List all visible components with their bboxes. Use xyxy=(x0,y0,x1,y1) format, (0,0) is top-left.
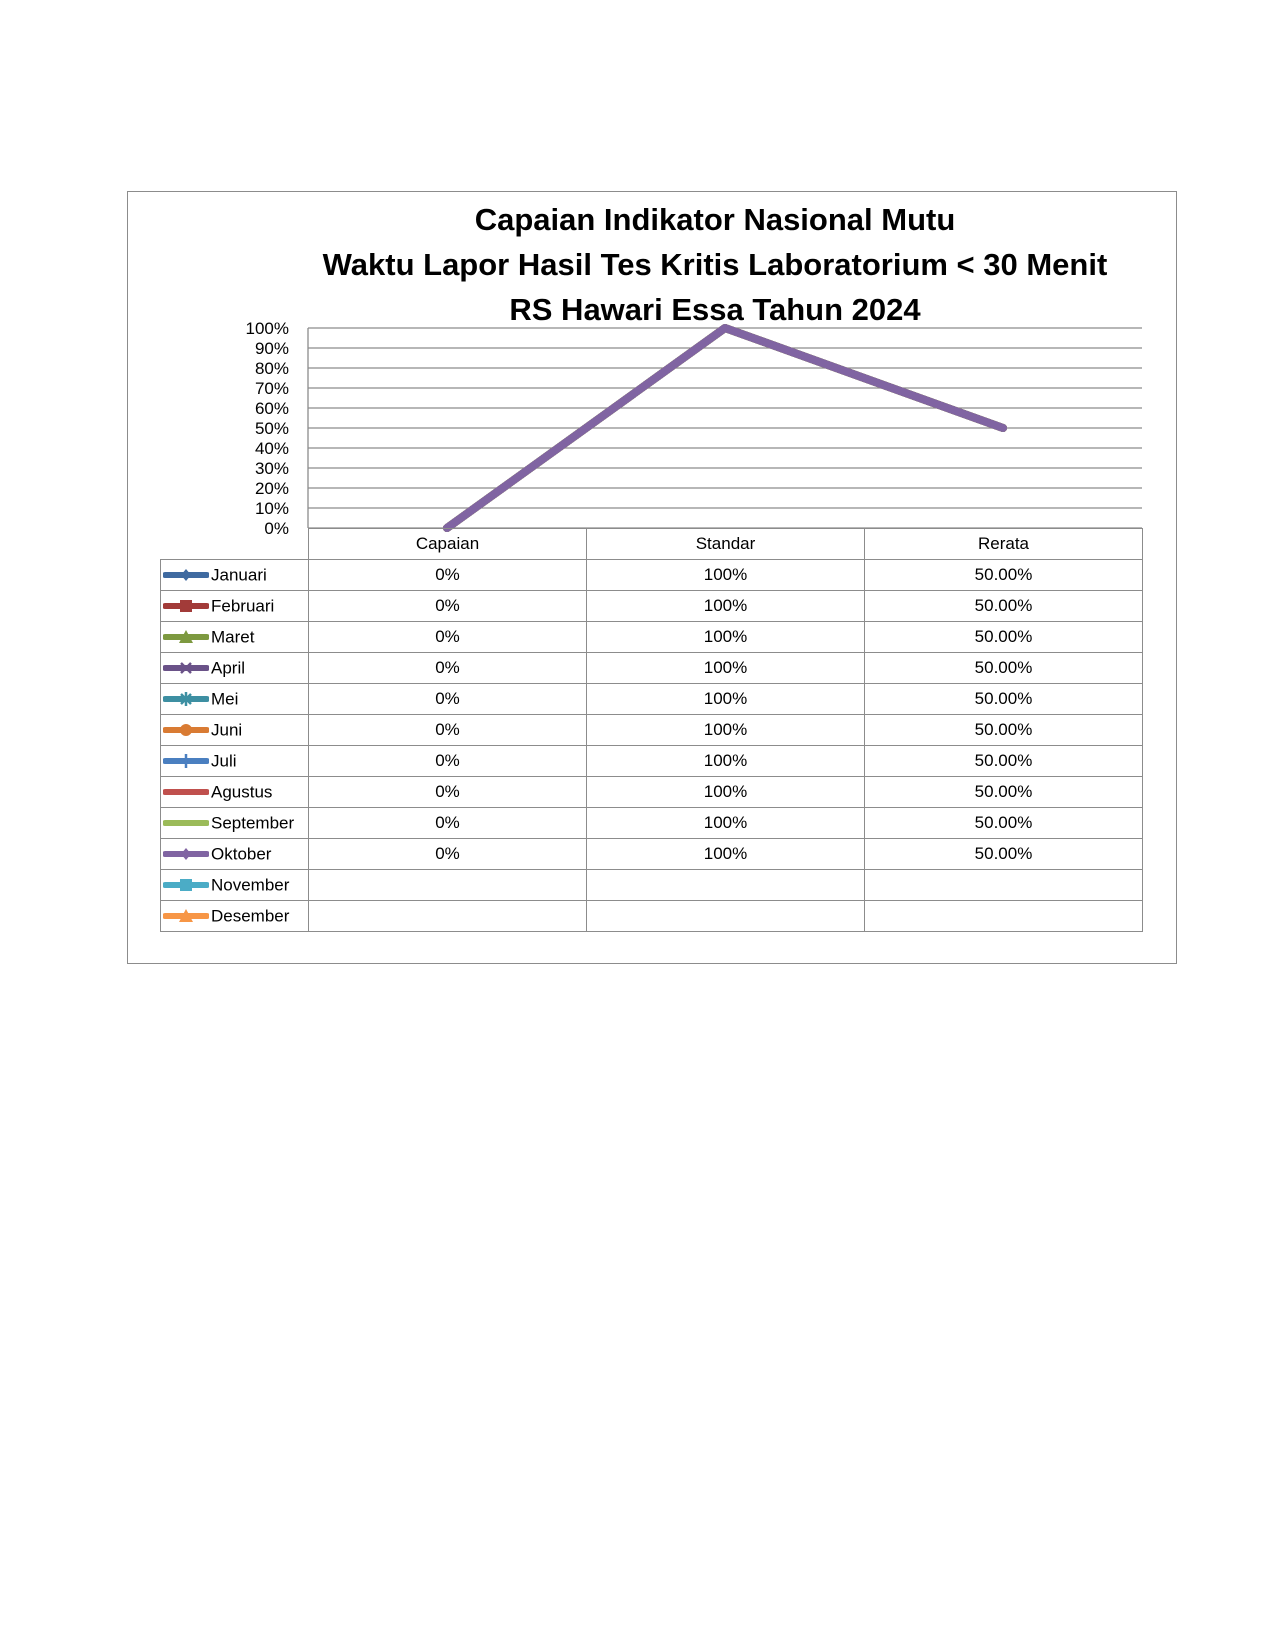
data-label: 100% xyxy=(587,808,865,839)
data-label: 50.00% xyxy=(865,808,1143,839)
legend-entry xyxy=(161,746,309,777)
data-label: 100% xyxy=(587,715,865,746)
legend-key-april xyxy=(163,660,209,676)
legend-label: Juni xyxy=(211,720,243,740)
data-label: 50.00% xyxy=(865,560,1143,591)
table-row xyxy=(161,901,1143,932)
legend-label: Januari xyxy=(211,565,267,585)
legend-entry xyxy=(161,684,309,715)
legend-entry xyxy=(161,870,309,901)
y-tick-label: 80% xyxy=(254,359,289,378)
y-tick-label: 60% xyxy=(254,399,289,418)
chart-title-line-1: Capaian Indikator Nasional Mutu xyxy=(474,202,956,237)
legend-label: Februari xyxy=(211,596,275,616)
data-label: 100% xyxy=(587,560,865,591)
legend-key-juni xyxy=(163,722,209,738)
legend-key-februari xyxy=(163,598,209,614)
category-label-capaian: Capaian xyxy=(309,529,587,560)
data-label: 100% xyxy=(587,839,865,870)
data-label: 0% xyxy=(309,746,587,777)
y-tick-label: 100% xyxy=(245,319,289,338)
data-label xyxy=(587,870,865,901)
table-row xyxy=(161,591,1143,622)
legend-key-oktober xyxy=(163,846,209,862)
category-label-rerata: Rerata xyxy=(865,529,1143,560)
table-row xyxy=(161,560,1143,591)
legend-entry xyxy=(161,839,309,870)
data-label: 0% xyxy=(309,808,587,839)
y-tick-label: 50% xyxy=(254,419,289,438)
legend-entry xyxy=(161,591,309,622)
chart-title-line-3: RS Hawari Essa Tahun 2024 xyxy=(509,292,921,327)
y-tick-label: 70% xyxy=(254,379,289,398)
table-row xyxy=(161,715,1143,746)
data-label: 100% xyxy=(587,622,865,653)
data-label xyxy=(587,901,865,932)
category-label-standar: Standar xyxy=(587,529,865,560)
data-label xyxy=(865,870,1143,901)
data-label: 100% xyxy=(587,777,865,808)
y-tick-label: 10% xyxy=(254,499,289,518)
data-label: 0% xyxy=(309,777,587,808)
chart-data-table xyxy=(160,528,1143,932)
data-label: 100% xyxy=(587,684,865,715)
legend-entry xyxy=(161,808,309,839)
table-row xyxy=(161,746,1143,777)
legend-label: Juli xyxy=(211,751,237,771)
table-row xyxy=(161,777,1143,808)
legend-entry xyxy=(161,622,309,653)
legend-label: Agustus xyxy=(211,782,273,802)
legend-key-desember xyxy=(163,908,209,924)
legend-key-mei xyxy=(163,691,209,707)
data-label: 100% xyxy=(587,746,865,777)
data-label: 0% xyxy=(309,684,587,715)
legend-key-juli xyxy=(163,753,209,769)
legend-key-januari xyxy=(163,567,209,583)
data-label xyxy=(865,901,1143,932)
legend-key-maret xyxy=(163,629,209,645)
data-label: 0% xyxy=(309,653,587,684)
legend-entry xyxy=(161,560,309,591)
y-tick-label: 20% xyxy=(254,479,289,498)
data-label: 50.00% xyxy=(865,715,1143,746)
legend-entry xyxy=(161,777,309,808)
legend-entry xyxy=(161,715,309,746)
y-tick-label: 90% xyxy=(254,339,289,358)
legend-entry xyxy=(161,653,309,684)
data-label: 0% xyxy=(309,622,587,653)
legend-label: April xyxy=(211,658,246,678)
y-axis-tick-labels xyxy=(246,319,289,538)
data-label: 50.00% xyxy=(865,777,1143,808)
data-label: 50.00% xyxy=(865,684,1143,715)
table-corner xyxy=(161,529,309,560)
legend-key-agustus xyxy=(163,784,209,800)
data-label: 100% xyxy=(587,653,865,684)
legend-label: Oktober xyxy=(211,844,272,864)
data-label: 50.00% xyxy=(865,591,1143,622)
data-label xyxy=(309,870,587,901)
data-label: 50.00% xyxy=(865,746,1143,777)
legend-label: Maret xyxy=(211,627,255,647)
legend-key-september xyxy=(163,815,209,831)
data-label: 50.00% xyxy=(865,839,1143,870)
legend-label: Desember xyxy=(211,906,290,926)
legend-key-november xyxy=(163,877,209,893)
table-row xyxy=(161,870,1143,901)
data-label: 0% xyxy=(309,591,587,622)
data-label: 50.00% xyxy=(865,622,1143,653)
legend-entry xyxy=(161,901,309,932)
data-label: 100% xyxy=(587,591,865,622)
data-label: 0% xyxy=(309,839,587,870)
legend-label: Mei xyxy=(211,689,239,709)
legend-label: September xyxy=(211,813,295,833)
table-header-row xyxy=(161,529,1143,560)
data-label: 50.00% xyxy=(865,653,1143,684)
table-row xyxy=(161,684,1143,715)
data-label: 0% xyxy=(309,715,587,746)
y-tick-label: 0% xyxy=(264,519,289,538)
table-row xyxy=(161,622,1143,653)
legend-label: November xyxy=(211,875,290,895)
y-tick-label: 40% xyxy=(254,439,289,458)
gridlines xyxy=(308,328,1142,528)
table-row xyxy=(161,808,1143,839)
table-row xyxy=(161,839,1143,870)
data-label: 0% xyxy=(309,560,587,591)
data-label xyxy=(309,901,587,932)
y-tick-label: 30% xyxy=(254,459,289,478)
table-row xyxy=(161,653,1143,684)
chart-title-line-2: Waktu Lapor Hasil Tes Kritis Laboratorium < 30 Menit xyxy=(322,247,1108,282)
